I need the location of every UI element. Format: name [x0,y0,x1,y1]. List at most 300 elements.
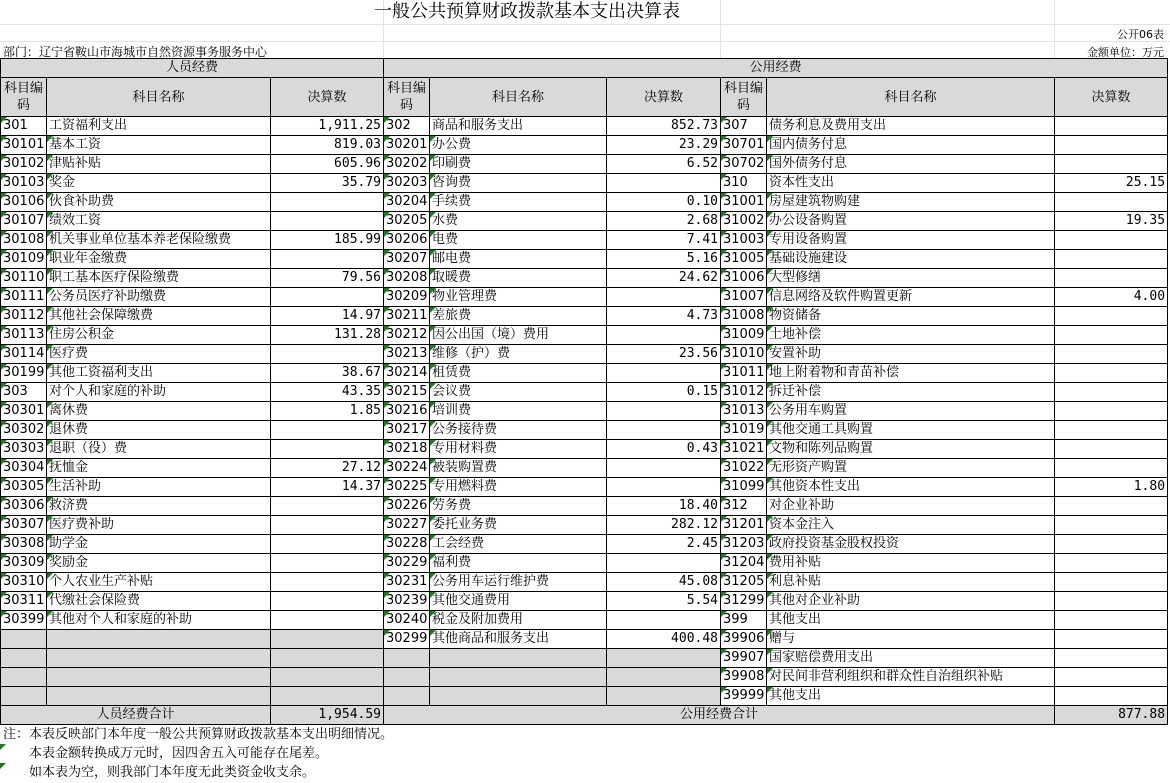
item-amount: 1.80 [1055,478,1168,497]
item-code: 30309 [1,554,47,573]
table-row [1,288,1168,307]
public-total-value: 877.88 [1055,706,1168,725]
item-amount [271,193,384,212]
item-amount: 0.43 [607,440,721,459]
table-row [1,497,1168,516]
item-name: 职工基本医疗保险缴费 [47,269,271,288]
table-row [1,611,1168,630]
item-code: 31204 [721,554,767,573]
item-name: 个人农业生产补贴 [47,573,271,592]
item-name: 医疗费 [47,345,271,364]
item-name: 其他支出 [767,611,1055,630]
item-code: 30202 [384,155,430,174]
item-name: 其他交通费用 [430,592,607,611]
item-code: 31001 [721,193,767,212]
table-row [1,440,1168,459]
item-amount [607,402,721,421]
name-header: 科目名称 [430,78,607,117]
item-amount [607,421,721,440]
item-amount: 819.03 [271,136,384,155]
table-row [1,630,1168,649]
item-code: 30107 [1,212,47,231]
item-name: 伙食补助费 [47,193,271,212]
item-amount [607,174,721,193]
item-amount [271,535,384,554]
item-code: 31007 [721,288,767,307]
item-amount [271,345,384,364]
table-row [1,345,1168,364]
item-code: 31022 [721,459,767,478]
item-amount [607,364,721,383]
item-amount: 14.97 [271,307,384,326]
item-amount [271,592,384,611]
item-amount [271,497,384,516]
item-name: 代缴社会保险费 [47,592,271,611]
item-name: 大型修缮 [767,269,1055,288]
item-name: 其他支出 [767,687,1055,706]
department-label: 部门：辽宁省鞍山市海城市自然资源事务服务中心 [3,45,268,59]
item-amount [1055,592,1168,611]
item-amount [607,459,721,478]
item-name: 公务接待费 [430,421,607,440]
item-name: 电费 [430,231,607,250]
table-row [1,459,1168,478]
item-amount [1055,668,1168,687]
item-name: 取暖费 [430,269,607,288]
item-amount [1055,497,1168,516]
item-amount [607,288,721,307]
item-amount: 35.79 [271,174,384,193]
item-code: 30240 [384,611,430,630]
item-name: 利息补贴 [767,573,1055,592]
item-name: 工会经费 [430,535,607,554]
item-code: 30103 [1,174,47,193]
expenditure-table [0,58,1168,725]
item-name: 退休费 [47,421,271,440]
table-row [1,421,1168,440]
item-name: 拆迁补偿 [767,383,1055,402]
item-amount [1055,193,1168,212]
item-code: 31002 [721,212,767,231]
item-amount: 24.62 [607,269,721,288]
item-code: 31201 [721,516,767,535]
item-name: 债务利息及费用支出 [767,117,1055,136]
item-code: 31010 [721,345,767,364]
item-amount: 38.67 [271,364,384,383]
code-header: 科目编码 [721,78,767,117]
item-amount: 6.52 [607,155,721,174]
item-amount: 2.45 [607,535,721,554]
item-name: 退职（役）费 [47,440,271,459]
amount-header: 决算数 [271,78,384,117]
item-code: 30106 [1,193,47,212]
item-name: 助学金 [47,535,271,554]
item-code [384,649,430,668]
item-code: 39906 [721,630,767,649]
table-row [1,554,1168,573]
item-amount [271,649,384,668]
item-name: 公务用车运行维护费 [430,573,607,592]
name-header: 科目名称 [767,78,1055,117]
item-code: 30208 [384,269,430,288]
item-name: 国家赔偿费用支出 [767,649,1055,668]
item-name: 资本性支出 [767,174,1055,193]
item-name: 会议费 [430,383,607,402]
table-row [1,687,1168,706]
item-code: 30311 [1,592,47,611]
item-name: 其他工资福利支出 [47,364,271,383]
item-amount [271,573,384,592]
item-code: 30204 [384,193,430,212]
item-code: 302 [384,117,430,136]
table-row [1,402,1168,421]
item-code: 39908 [721,668,767,687]
item-name [47,668,271,687]
item-amount: 185.99 [271,231,384,250]
item-code [1,649,47,668]
item-code: 30310 [1,573,47,592]
item-code [384,687,430,706]
item-amount: 1,911.25 [271,117,384,136]
item-code: 31203 [721,535,767,554]
item-name: 生活补助 [47,478,271,497]
item-amount: 23.29 [607,136,721,155]
item-name: 医疗费补助 [47,516,271,535]
item-code: 31099 [721,478,767,497]
item-code: 30113 [1,326,47,345]
item-amount [1055,364,1168,383]
amount-header: 决算数 [1055,78,1168,117]
item-code: 303 [1,383,47,402]
table-row [1,212,1168,231]
item-name: 住房公积金 [47,326,271,345]
item-code: 31003 [721,231,767,250]
item-amount [1055,326,1168,345]
item-amount [1055,516,1168,535]
item-code: 30701 [721,136,767,155]
item-amount [1055,383,1168,402]
code-header: 科目编码 [384,78,430,117]
item-code: 31008 [721,307,767,326]
item-code: 30305 [1,478,47,497]
item-code: 30112 [1,307,47,326]
item-name: 奖励金 [47,554,271,573]
item-amount [271,516,384,535]
item-code: 31019 [721,421,767,440]
item-amount: 7.41 [607,231,721,250]
item-amount: 852.73 [607,117,721,136]
item-code: 31021 [721,440,767,459]
item-code: 30308 [1,535,47,554]
item-name: 信息网络及软件购置更新 [767,288,1055,307]
item-amount [607,611,721,630]
item-name: 赠与 [767,630,1055,649]
item-amount: 27.12 [271,459,384,478]
item-amount [271,630,384,649]
item-amount: 23.56 [607,345,721,364]
item-amount [1055,136,1168,155]
item-code: 30199 [1,364,47,383]
table-row [1,155,1168,174]
item-name: 无形资产购置 [767,459,1055,478]
amount-header: 决算数 [607,78,721,117]
item-amount: 4.73 [607,307,721,326]
table-row [1,269,1168,288]
item-amount [1055,421,1168,440]
item-amount [1055,611,1168,630]
item-code: 30211 [384,307,430,326]
item-amount [271,421,384,440]
item-amount [1055,630,1168,649]
item-code: 31013 [721,402,767,421]
footnotes [3,725,393,782]
item-amount [1055,345,1168,364]
item-amount [1055,649,1168,668]
item-code: 30209 [384,288,430,307]
item-name: 福利费 [430,554,607,573]
item-name: 文物和陈列品购置 [767,440,1055,459]
table-row [1,117,1168,136]
item-amount: 45.08 [607,573,721,592]
item-code [384,668,430,687]
item-code: 30303 [1,440,47,459]
table-row [1,383,1168,402]
item-name: 基本工资 [47,136,271,155]
table-row [1,307,1168,326]
item-name: 对企业补助 [767,497,1055,516]
item-name: 职业年金缴费 [47,250,271,269]
item-code: 31205 [721,573,767,592]
footnote: 本表金额转换成万元时，因四舍五入可能存在尾差。 [3,744,393,763]
item-name: 津贴补贴 [47,155,271,174]
item-amount: 400.48 [607,630,721,649]
item-name: 差旅费 [430,307,607,326]
item-name: 专用设备购置 [767,231,1055,250]
item-amount: 19.35 [1055,212,1168,231]
item-code: 399 [721,611,767,630]
item-code [1,687,47,706]
item-name: 政府投资基金股权投资 [767,535,1055,554]
item-code: 30212 [384,326,430,345]
item-name: 租赁费 [430,364,607,383]
table-row [1,193,1168,212]
public-section-header: 公用经费 [384,59,1168,78]
item-name: 邮电费 [430,250,607,269]
item-code: 39907 [721,649,767,668]
item-code: 39999 [721,687,767,706]
item-amount [607,668,721,687]
item-amount [1055,250,1168,269]
item-name: 其他社会保障缴费 [47,307,271,326]
item-name [430,668,607,687]
item-code: 30231 [384,573,430,592]
item-name: 物业管理费 [430,288,607,307]
item-code [1,668,47,687]
footnote: 注：本表反映部门本年度一般公共预算财政拨款基本支出明细情况。 [3,727,394,742]
item-code: 30108 [1,231,47,250]
item-code: 31011 [721,364,767,383]
item-name [47,687,271,706]
item-code: 30102 [1,155,47,174]
item-amount: 282.12 [607,516,721,535]
item-amount [271,554,384,573]
sheet-number: 公开06表 [1117,28,1164,41]
item-code: 30201 [384,136,430,155]
item-name: 公务用车购置 [767,402,1055,421]
item-code: 30304 [1,459,47,478]
table-row [1,174,1168,193]
item-amount: 5.54 [607,592,721,611]
item-code: 30109 [1,250,47,269]
item-code: 31005 [721,250,767,269]
item-name: 国外债务付息 [767,155,1055,174]
item-amount [1055,402,1168,421]
public-total-label: 公用经费合计 [384,706,1055,725]
item-name: 其他交通工具购置 [767,421,1055,440]
item-name: 委托业务费 [430,516,607,535]
item-name: 物资储备 [767,307,1055,326]
item-amount [1055,554,1168,573]
item-amount: 131.28 [271,326,384,345]
item-name: 机关事业单位基本养老保险缴费 [47,231,271,250]
item-name [47,649,271,668]
item-amount: 2.68 [607,212,721,231]
item-code: 31006 [721,269,767,288]
item-name: 专用燃料费 [430,478,607,497]
item-code: 30114 [1,345,47,364]
table-row [1,364,1168,383]
item-amount [271,687,384,706]
item-code: 30306 [1,497,47,516]
item-amount [1055,231,1168,250]
item-code: 30215 [384,383,430,402]
table-row [1,250,1168,269]
item-amount [607,687,721,706]
item-amount: 14.37 [271,478,384,497]
item-amount: 605.96 [271,155,384,174]
item-amount [1055,269,1168,288]
item-amount: 5.16 [607,250,721,269]
item-name: 手续费 [430,193,607,212]
item-code: 30207 [384,250,430,269]
item-code: 30224 [384,459,430,478]
item-amount [1055,307,1168,326]
item-code: 30225 [384,478,430,497]
item-amount: 0.10 [607,193,721,212]
table-row [1,649,1168,668]
item-name [430,649,607,668]
item-name: 办公设备购置 [767,212,1055,231]
item-name: 其他对企业补助 [767,592,1055,611]
table-row [1,668,1168,687]
item-code: 30110 [1,269,47,288]
table-row [1,231,1168,250]
item-name: 房屋建筑物购建 [767,193,1055,212]
item-name: 国内债务付息 [767,136,1055,155]
item-code: 30702 [721,155,767,174]
item-name: 公务员医疗补助缴费 [47,288,271,307]
item-code: 31012 [721,383,767,402]
item-amount: 4.00 [1055,288,1168,307]
table-row [1,516,1168,535]
table-row [1,592,1168,611]
item-name: 奖金 [47,174,271,193]
item-amount [1055,117,1168,136]
item-name: 对个人和家庭的补助 [47,383,271,402]
item-code: 30302 [1,421,47,440]
item-code: 30205 [384,212,430,231]
item-amount [607,326,721,345]
item-code: 30206 [384,231,430,250]
item-code: 30299 [384,630,430,649]
item-code: 30111 [1,288,47,307]
item-name: 救济费 [47,497,271,516]
item-amount: 25.15 [1055,174,1168,193]
item-code: 301 [1,117,47,136]
item-name: 咨询费 [430,174,607,193]
item-amount [1055,440,1168,459]
item-code: 30216 [384,402,430,421]
item-name: 办公费 [430,136,607,155]
item-code: 30218 [384,440,430,459]
item-name [47,630,271,649]
item-code: 312 [721,497,767,516]
item-code: 30217 [384,421,430,440]
item-name: 土地补偿 [767,326,1055,345]
item-amount: 43.35 [271,383,384,402]
item-name: 维修（护）费 [430,345,607,364]
item-code: 30101 [1,136,47,155]
item-amount: 18.40 [607,497,721,516]
item-name: 安置补助 [767,345,1055,364]
item-code: 31299 [721,592,767,611]
item-amount [607,649,721,668]
item-name: 工资福利支出 [47,117,271,136]
item-amount [271,250,384,269]
item-amount [271,212,384,231]
item-name: 劳务费 [430,497,607,516]
item-name: 离休费 [47,402,271,421]
item-amount [271,668,384,687]
item-name: 基础设施建设 [767,250,1055,269]
item-name: 抚恤金 [47,459,271,478]
item-code: 30301 [1,402,47,421]
item-code: 30239 [384,592,430,611]
item-amount [1055,459,1168,478]
item-amount [607,554,721,573]
item-code: 30229 [384,554,430,573]
item-name: 培训费 [430,402,607,421]
item-name: 水费 [430,212,607,231]
item-code: 30214 [384,364,430,383]
item-amount [1055,155,1168,174]
table-row [1,573,1168,592]
item-code: 30227 [384,516,430,535]
item-code: 307 [721,117,767,136]
table-row [1,326,1168,345]
personnel-section-header: 人员经费 [1,59,384,78]
item-name: 其他商品和服务支出 [430,630,607,649]
item-code: 310 [721,174,767,193]
item-name: 费用补贴 [767,554,1055,573]
item-name: 专用材料费 [430,440,607,459]
item-amount [271,288,384,307]
item-name: 印刷费 [430,155,607,174]
item-code: 30228 [384,535,430,554]
personnel-total-label: 人员经费合计 [1,706,271,725]
report-title: 一般公共预算财政拨款基本支出决算表 [374,1,680,22]
table-body [1,117,1168,706]
